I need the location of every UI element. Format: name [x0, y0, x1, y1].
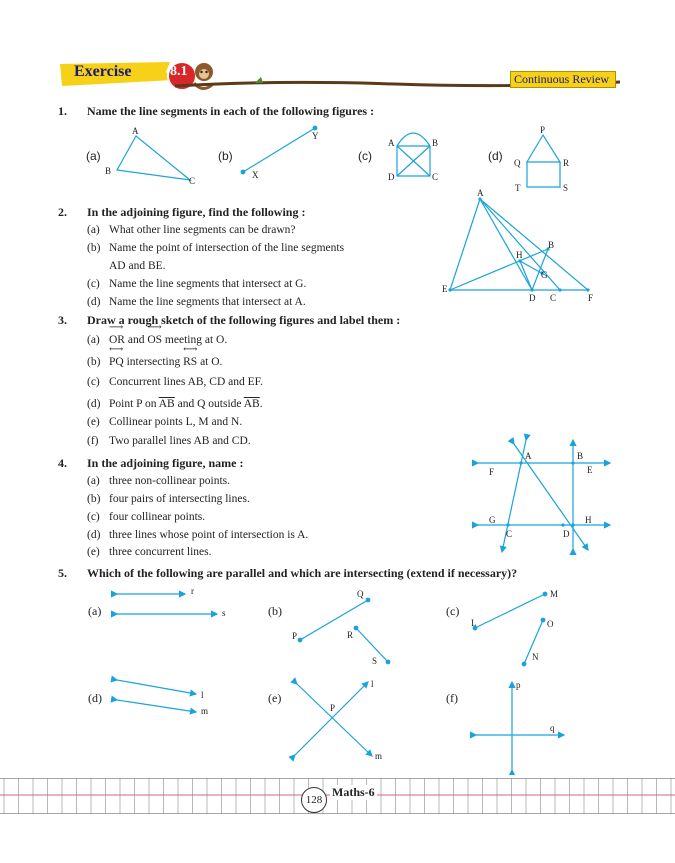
q3-title: Draw a rough sketch of the following figures and label them : — [87, 313, 401, 327]
q5-fig-e — [295, 682, 372, 756]
q1-fig-d-label: (d) — [488, 149, 503, 163]
q5-figures — [0, 580, 675, 775]
q1-fig-c — [397, 133, 430, 176]
q1-fig-b — [241, 126, 317, 174]
q1d-pt-Q: Q — [514, 158, 521, 168]
q2-pt-G: G — [541, 270, 548, 280]
q2-item-b: (b) Name the point of intersection of the line segments — [87, 242, 345, 254]
q4-item-d: (d) three lines whose point of intersection is A. — [87, 529, 309, 541]
q4-figure — [470, 432, 620, 557]
q1a-pt-C: C — [189, 176, 196, 186]
q1b-pt-X: X — [252, 170, 259, 180]
q5-fig-e-label: (e) — [268, 691, 282, 705]
q5-fig-d-label: (d) — [88, 691, 102, 705]
q2-item-b-cont: AD and BE. — [109, 260, 166, 272]
q4-pt-D: D — [563, 529, 570, 539]
q4-pt-B: B — [577, 451, 584, 461]
q2-title: In the adjoining figure, find the following : — [87, 205, 306, 219]
q2-item-d: (d) Name the line segments that intersect at A. — [87, 296, 306, 308]
q1-number: 1. — [58, 104, 67, 118]
q5-fig-a-label: (a) — [88, 604, 102, 618]
q1-fig-a — [117, 136, 190, 180]
q5-title: Which of the following are parallel and which are intersecting (extend if necessary)? — [87, 566, 518, 580]
q4-item-c: (c) four collinear points. — [87, 511, 206, 523]
q1d-pt-R: R — [563, 158, 570, 168]
q5e-pt-P: P — [330, 703, 336, 713]
q5-fig-d — [117, 680, 196, 712]
q4-title: In the adjoining figure, name : — [87, 456, 244, 470]
q4-item-b: (b) four pairs of intersecting lines. — [87, 493, 250, 505]
q4-number: 4. — [58, 456, 67, 470]
q3-item-b: (b) ⟷ PQ intersecting ⟷ RS at O. — [87, 356, 222, 368]
exercise-number: 8.1 — [170, 64, 188, 79]
page-number: 128 — [305, 794, 323, 806]
q2-pt-E: E — [442, 284, 448, 294]
q1-fig-c-label: (c) — [358, 149, 372, 163]
q4-item-e: (e) three concurrent lines. — [87, 546, 212, 558]
q2-item-c: (c) Name the line segments that intersect at G. — [87, 278, 307, 290]
section-badge — [510, 71, 616, 88]
q5d-line-m: m — [201, 706, 209, 716]
book-title: Maths-6 — [332, 785, 375, 799]
q5b-pt-S: S — [372, 656, 378, 666]
q5-number: 5. — [58, 566, 67, 580]
q1b-pt-Y: Y — [312, 131, 319, 141]
q3-item-a: (a) ⟶ OR and ⟶ OS meeting at O. — [87, 334, 227, 346]
q5b-pt-P: P — [292, 631, 298, 641]
q5f-line-p: p — [516, 680, 521, 690]
q5-fig-a — [117, 594, 217, 614]
q1-fig-b-label: (b) — [218, 149, 233, 163]
q5b-pt-Q: Q — [357, 589, 364, 599]
q4-pt-A: A — [525, 451, 532, 461]
q5f-line-q: q — [550, 723, 555, 733]
q2-pt-F: F — [588, 293, 594, 303]
q5-fig-b — [298, 598, 390, 664]
q2-pt-H: H — [516, 250, 523, 260]
q3-item-e: (e) Collinear points L, M and N. — [87, 416, 243, 428]
q5-fig-f-label: (f) — [446, 691, 458, 705]
q1-fig-d — [527, 135, 560, 187]
section-label: Continuous Review — [514, 72, 609, 86]
q2-item-a: (a) What other line segments can be drawn? — [87, 224, 296, 236]
q4-item-a: (a) three non-collinear points. — [87, 475, 231, 487]
q5d-line-l: l — [201, 690, 204, 700]
q1-fig-a-label: (a) — [86, 149, 101, 163]
q3-item-d: (d) Point P on $\overline{AB}$ and Q outside $\overline{AB}$. — [87, 398, 263, 410]
q5c-pt-M: M — [550, 589, 559, 599]
q1c-pt-D: D — [388, 172, 395, 182]
q5c-pt-L: L — [471, 618, 477, 628]
q3-item-c: (c) Concurrent lines AB, CD and EF. — [87, 376, 263, 388]
q1d-pt-P: P — [540, 125, 546, 135]
q4-pt-E: E — [587, 465, 593, 475]
q4-pt-H: H — [585, 515, 592, 525]
q5e-line-l: l — [371, 679, 374, 689]
q3-item-f: (f) Two parallel lines AB and CD. — [87, 435, 251, 447]
q5e-line-m: m — [375, 751, 383, 761]
q4-pt-C: C — [506, 529, 513, 539]
q1c-pt-B: B — [432, 138, 439, 148]
q5b-pt-R: R — [347, 630, 354, 640]
q1d-pt-S: S — [563, 183, 569, 193]
q5c-pt-O: O — [547, 619, 554, 629]
exercise-banner — [58, 60, 188, 92]
q1c-pt-C: C — [432, 172, 439, 182]
q5c-pt-N: N — [532, 652, 539, 662]
q5a-line-s: s — [222, 608, 226, 618]
q2-pt-A: A — [477, 188, 484, 198]
q5-fig-b-label: (b) — [268, 604, 282, 618]
q2-pt-C: C — [550, 293, 557, 303]
q3-number: 3. — [58, 313, 67, 327]
exercise-label: Exercise — [74, 63, 132, 80]
q1a-pt-B: B — [105, 166, 112, 176]
q1c-pt-A: A — [388, 138, 395, 148]
q5-fig-c-label: (c) — [446, 604, 460, 618]
q2-figure — [430, 185, 610, 310]
q2-pt-D: D — [529, 293, 536, 303]
q1d-pt-T: T — [515, 183, 521, 193]
page-number-badge — [301, 787, 327, 813]
q2-pt-B: B — [548, 240, 555, 250]
q4-pt-G: G — [489, 515, 496, 525]
q4-pt-F: F — [489, 467, 495, 477]
q2-number: 2. — [58, 205, 67, 219]
q1a-pt-A: A — [132, 126, 139, 136]
q1-title: Name the line segments in each of the following figures : — [87, 104, 375, 118]
q5a-line-r: r — [191, 586, 194, 596]
